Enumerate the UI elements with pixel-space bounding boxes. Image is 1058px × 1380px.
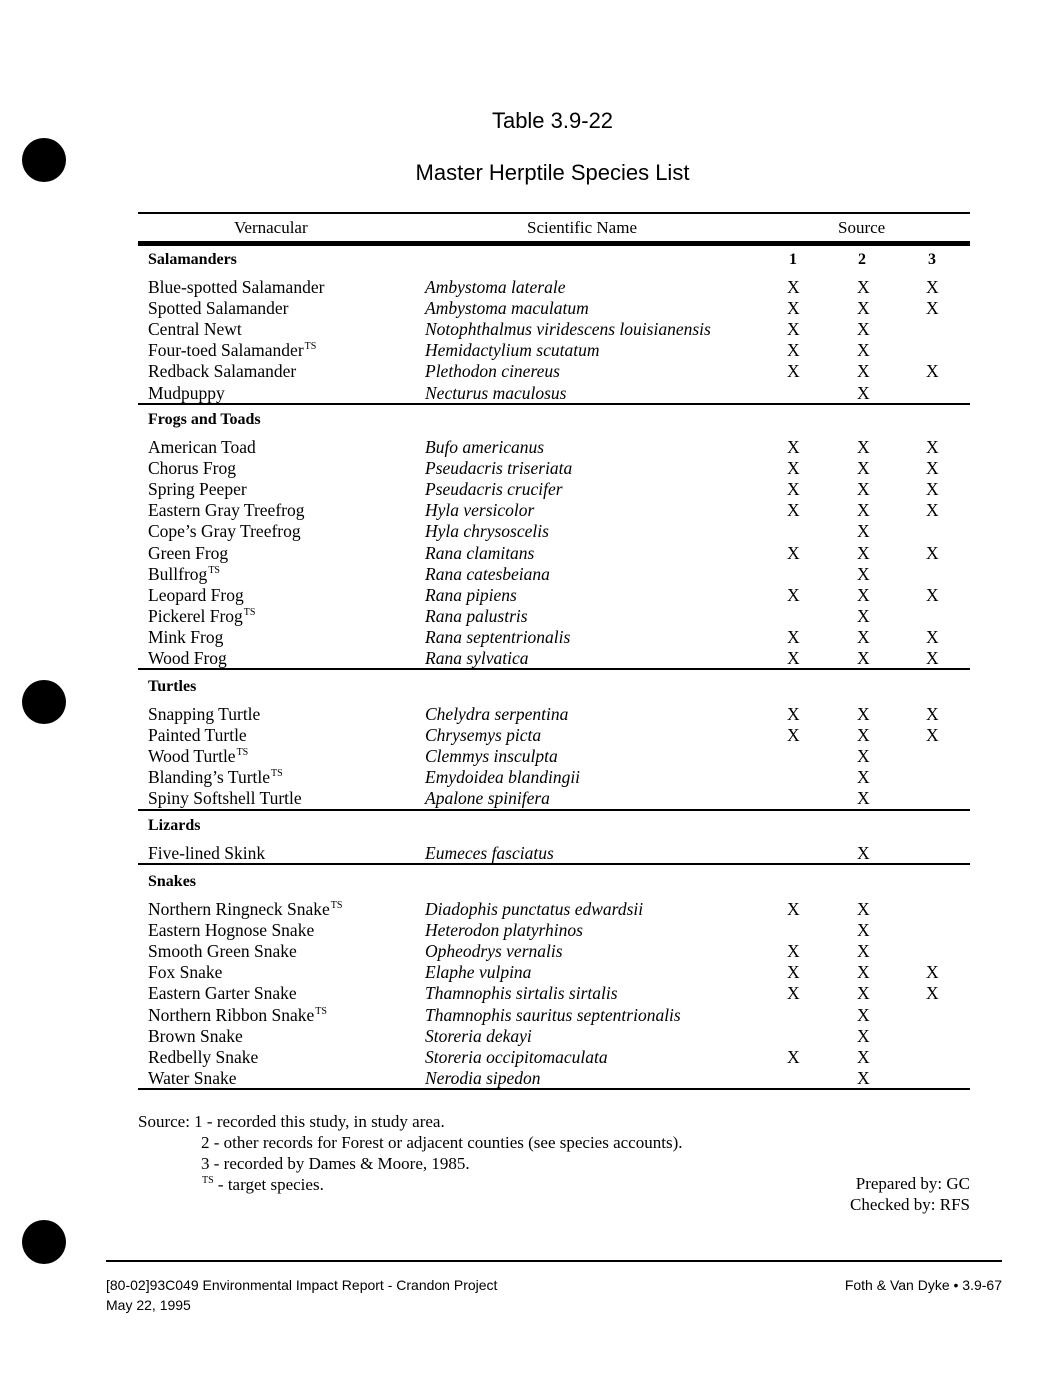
table-row (0, 899, 1058, 920)
source-2-mark: X (857, 361, 870, 382)
vernacular-name: Mink Frog (148, 626, 224, 647)
source-3-mark: X (926, 298, 939, 319)
source-1-mark: X (787, 437, 800, 457)
scientific-name: Elaphe vulpina (425, 962, 532, 983)
column-header-source: Source (838, 218, 886, 237)
vernacular-name: American Toad (148, 437, 256, 457)
source-note-1: Source: 1 - recorded this study, in study area. (138, 1112, 445, 1131)
vernacular-name: Northern Ribbon Snake$^{TS}$ (148, 1004, 327, 1025)
vernacular-name: Central Newt (148, 319, 242, 340)
scientific-name: Opheodrys vernalis (425, 941, 563, 962)
source-1-mark: X (787, 319, 800, 340)
checked-by-label: Checked by: (850, 1195, 936, 1214)
prepared-by-value: GC (946, 1174, 970, 1193)
table-row (0, 627, 1058, 648)
source-1-mark: X (787, 1046, 800, 1067)
group-divider (138, 809, 970, 811)
footer-page: Foth & Van Dyke • 3.9-67 (844, 1277, 1002, 1293)
source-2-mark: X (857, 277, 870, 297)
vernacular-name: Blue-spotted Salamander (148, 277, 325, 297)
table-row (0, 340, 1058, 361)
source-2-mark: X (857, 648, 870, 668)
source-2-mark: X (857, 962, 870, 983)
source-1-mark: X (787, 704, 800, 724)
scientific-name: Rana palustris (425, 605, 528, 626)
source-2-mark: X (857, 542, 870, 563)
group-divider (138, 1088, 970, 1090)
scientific-name: Hyla chrysoscelis (425, 521, 549, 542)
table-row (0, 1047, 1058, 1068)
table-row (0, 767, 1058, 788)
table-row (0, 277, 1058, 298)
source-3-mark: X (926, 361, 939, 382)
vernacular-name: Painted Turtle (148, 725, 247, 746)
source-note-2: 2 - other records for Forest or adjacent counties (see species accounts). (201, 1133, 683, 1152)
vernacular-name: Snapping Turtle (148, 704, 261, 724)
vernacular-name: Fox Snake (148, 962, 223, 983)
footer-doc-id: [80-02]93C049 Environmental Impact Report - Crandon Project (106, 1277, 498, 1293)
source-1-mark: X (787, 361, 800, 382)
vernacular-name: Pickerel Frog$^{TS}$ (148, 605, 256, 626)
target-species-marker: TS (330, 900, 343, 911)
source-3-mark: X (926, 626, 939, 647)
vernacular-name: Wood Frog (148, 648, 227, 668)
vernacular-name: Spiny Softshell Turtle (148, 788, 302, 809)
source-3-mark: X (926, 277, 939, 297)
scientific-name: Thamnophis sauritus septentrionalis (425, 1004, 681, 1025)
source-2-mark: X (857, 1004, 870, 1025)
source-number-1: 1 (789, 251, 797, 268)
table-row (0, 606, 1058, 627)
table-row (0, 361, 1058, 382)
source-1-mark: X (787, 458, 800, 479)
scientific-name: Ambystoma laterale (425, 277, 566, 297)
column-header-vernacular: Vernacular (234, 218, 308, 237)
vernacular-name: Smooth Green Snake (148, 941, 297, 962)
target-species-marker: TS (208, 564, 220, 576)
scientific-name: Necturus maculosus (425, 382, 567, 403)
source-2-mark: X (857, 704, 870, 724)
group-divider (138, 668, 970, 670)
source-1-mark: X (787, 725, 800, 746)
vernacular-name: Blanding’s Turtle$^{TS}$ (148, 767, 283, 788)
target-species-marker: TS (304, 341, 317, 353)
source-3-mark: X (926, 725, 939, 746)
scientific-name: Chelydra serpentina (425, 704, 569, 724)
vernacular-name: Four-toed Salamander$^{TS}$ (148, 340, 317, 361)
vernacular-name: Chorus Frog (148, 458, 236, 479)
source-2-mark: X (857, 767, 870, 788)
source-2-mark: X (857, 458, 870, 479)
table-row (0, 521, 1058, 542)
group-header: Lizards (148, 817, 201, 834)
vernacular-name: Leopard Frog (148, 584, 244, 605)
source-1-mark: X (787, 941, 800, 962)
source-2-mark: X (857, 746, 870, 767)
source-3-mark: X (926, 458, 939, 479)
table-row (0, 1026, 1058, 1047)
source-note-target (201, 1175, 324, 1195)
target-species-marker: TS (315, 1005, 327, 1017)
checked-by (850, 1195, 970, 1215)
table-row (0, 704, 1058, 725)
source-2-mark: X (857, 382, 870, 403)
source-1-mark: X (787, 648, 800, 668)
table-row (0, 500, 1058, 521)
scientific-name: Rana clamitans (425, 542, 535, 563)
table-row (0, 746, 1058, 767)
source-3-mark: X (926, 584, 939, 605)
scientific-name: Nerodia sipedon (425, 1067, 541, 1088)
target-species-marker: TS (243, 606, 256, 618)
table-row (0, 585, 1058, 606)
scientific-name: Storeria dekayi (425, 1025, 532, 1046)
vernacular-name: Five-lined Skink (148, 843, 266, 863)
source-2-mark: X (857, 920, 870, 941)
vernacular-name: Eastern Garter Snake (148, 983, 297, 1004)
source-2-mark: X (857, 899, 870, 919)
target-species-marker: TS (236, 747, 249, 759)
source-2-mark: X (857, 983, 870, 1004)
column-header-scientific: Scientific Name (527, 218, 637, 237)
prepared-by (856, 1174, 970, 1194)
table-row (0, 437, 1058, 458)
table-row (0, 564, 1058, 585)
header-double-rule (138, 241, 970, 246)
footer-date: May 22, 1995 (106, 1297, 191, 1313)
scientific-name: Eumeces fasciatus (425, 843, 554, 863)
source-1-mark: X (787, 626, 800, 647)
scientific-name: Hyla versicolor (425, 500, 535, 521)
group-divider (138, 403, 970, 405)
source-1-mark: X (787, 584, 800, 605)
table-row (0, 962, 1058, 983)
source-2-mark: X (857, 521, 870, 542)
source-1-mark: X (787, 542, 800, 563)
table-row (0, 479, 1058, 500)
target-species-marker: TS (202, 1175, 214, 1186)
source-2-mark: X (857, 479, 870, 500)
source-1-mark: X (787, 500, 800, 521)
source-1-mark: X (787, 298, 800, 319)
vernacular-name: Mudpuppy (148, 382, 225, 403)
group-header: Frogs and Toads (148, 411, 261, 428)
group-header: Turtles (148, 678, 197, 695)
scientific-name: Rana pipiens (425, 584, 517, 605)
table-row (0, 941, 1058, 962)
source-3-mark: X (926, 962, 939, 983)
table-row (0, 1068, 1058, 1089)
scientific-name: Apalone spinifera (425, 788, 550, 809)
source-3-mark: X (926, 704, 939, 724)
checked-by-value: RFS (939, 1195, 970, 1214)
scientific-name: Plethodon cinereus (425, 361, 560, 382)
vernacular-name: Bullfrog$^{TS}$ (148, 563, 220, 584)
source-2-mark: X (857, 1025, 870, 1046)
source-3-mark: X (926, 983, 939, 1004)
table-row (0, 843, 1058, 864)
source-2-mark: X (857, 319, 870, 340)
source-2-mark: X (857, 563, 870, 584)
table-row (0, 788, 1058, 809)
scientific-name: Pseudacris crucifer (425, 479, 563, 500)
source-1-mark: X (787, 277, 800, 297)
source-number-3: 3 (928, 251, 936, 268)
footer-rule (106, 1260, 1002, 1262)
source-2-mark: X (857, 584, 870, 605)
table-row (0, 319, 1058, 340)
table-row (0, 298, 1058, 319)
source-2-mark: X (857, 500, 870, 521)
group-header: Snakes (148, 873, 197, 890)
table-row (0, 458, 1058, 479)
source-3-mark: X (926, 479, 939, 500)
vernacular-name: Eastern Gray Treefrog (148, 500, 305, 521)
source-2-mark: X (857, 605, 870, 626)
scientific-name: Thamnophis sirtalis sirtalis (425, 983, 618, 1004)
scientific-name: Ambystoma maculatum (425, 298, 589, 319)
source-3-mark: X (926, 542, 939, 563)
source-2-mark: X (857, 725, 870, 746)
table-title: Master Herptile Species List (415, 160, 690, 185)
vernacular-name: Northern Ringneck Snake$^{TS}$ (148, 899, 343, 919)
table-row (0, 383, 1058, 404)
source-2-mark: X (857, 626, 870, 647)
vernacular-name: Water Snake (148, 1067, 237, 1088)
scientific-name: Bufo americanus (425, 437, 545, 457)
scientific-name: Notophthalmus viridescens louisianensis (425, 319, 711, 340)
scientific-name: Storeria occipitomaculata (425, 1046, 608, 1067)
source-1-mark: X (787, 983, 800, 1004)
source-2-mark: X (857, 1067, 870, 1088)
group-divider (138, 863, 970, 865)
source-2-mark: X (857, 843, 870, 863)
scientific-name: Chrysemys picta (425, 725, 542, 746)
group-header: Salamanders (148, 251, 237, 268)
scientific-name: Rana septentrionalis (425, 626, 571, 647)
source-1-mark: X (787, 962, 800, 983)
vernacular-name: Spring Peeper (148, 479, 247, 500)
vernacular-name: Wood Turtle$^{TS}$ (148, 746, 249, 767)
table-row (0, 725, 1058, 746)
source-3-mark: X (926, 437, 939, 457)
table-top-rule (138, 212, 970, 214)
target-note-label: - target species. (213, 1175, 324, 1194)
source-3-mark: X (926, 648, 939, 668)
scientific-name: Emydoidea blandingii (425, 767, 581, 788)
punch-hole-icon (22, 1220, 66, 1264)
table-row (0, 648, 1058, 669)
source-2-mark: X (857, 437, 870, 457)
target-species-marker: TS (271, 768, 283, 780)
source-1-mark: X (787, 899, 800, 919)
table-row (0, 920, 1058, 941)
source-note-3: 3 - recorded by Dames & Moore, 1985. (201, 1154, 470, 1173)
scientific-name: Rana sylvatica (425, 648, 529, 668)
source-2-mark: X (857, 788, 870, 809)
scientific-name: Clemmys insculpta (425, 746, 558, 767)
source-1-mark: X (787, 340, 800, 361)
scientific-name: Pseudacris triseriata (425, 458, 573, 479)
vernacular-name: Brown Snake (148, 1025, 243, 1046)
vernacular-name: Spotted Salamander (148, 298, 289, 319)
table-number: Table 3.9-22 (491, 108, 614, 133)
scientific-name: Hemidactylium scutatum (425, 340, 600, 361)
table-row (0, 543, 1058, 564)
vernacular-name: Green Frog (148, 542, 229, 563)
source-number-2: 2 (858, 251, 866, 268)
prepared-by-label: Prepared by: (855, 1174, 943, 1193)
source-3-mark: X (926, 500, 939, 521)
scientific-name: Rana catesbeiana (425, 563, 550, 584)
table-row (0, 1005, 1058, 1026)
source-1-mark: X (787, 479, 800, 500)
table-row (0, 983, 1058, 1004)
scientific-name: Heterodon platyrhinos (425, 920, 583, 941)
source-2-mark: X (857, 298, 870, 319)
vernacular-name: Eastern Hognose Snake (148, 920, 315, 941)
source-2-mark: X (857, 1046, 870, 1067)
vernacular-name: Redbelly Snake (148, 1046, 259, 1067)
vernacular-name: Redback Salamander (148, 361, 297, 382)
vernacular-name: Cope’s Gray Treefrog (148, 521, 301, 542)
scientific-name: Diadophis punctatus edwardsii (425, 899, 644, 919)
source-2-mark: X (857, 340, 870, 361)
source-2-mark: X (857, 941, 870, 962)
